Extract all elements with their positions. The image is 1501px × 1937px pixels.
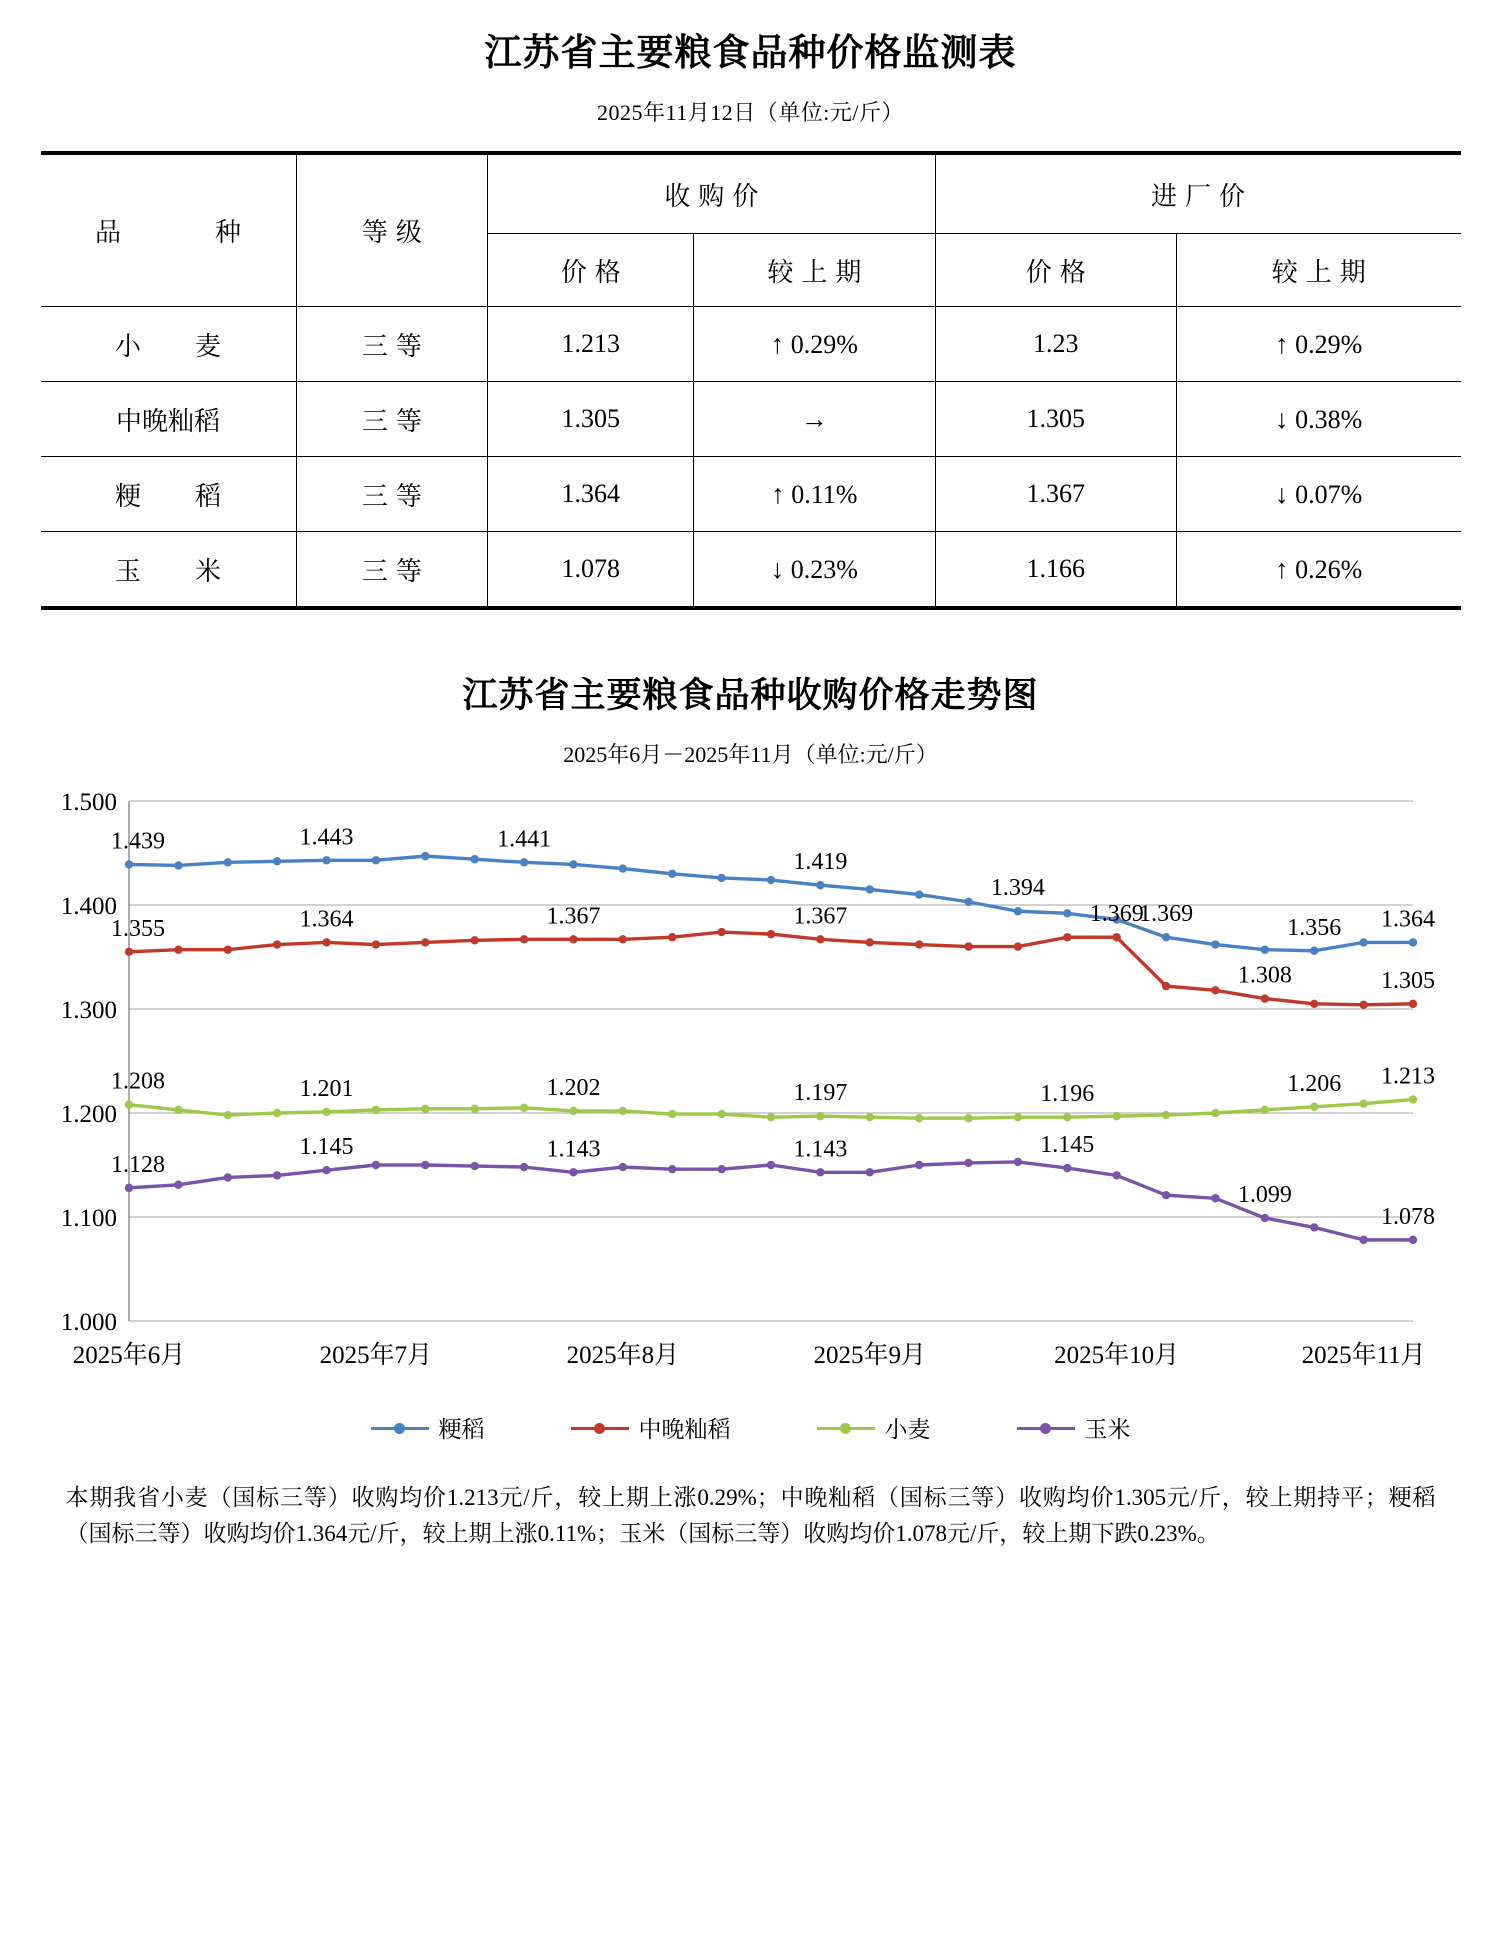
table-row bbox=[41, 307, 1461, 382]
data-label: 1.213 bbox=[1380, 1063, 1435, 1090]
header-variety: 品 种 bbox=[41, 153, 297, 307]
series-point bbox=[1063, 909, 1071, 917]
cell-grade: 三等 bbox=[296, 457, 488, 532]
series-point bbox=[421, 852, 429, 860]
cell-purchase-change: ↓ 0.23% bbox=[694, 532, 935, 609]
header-grade: 等级 bbox=[296, 153, 488, 307]
cell-factory-price: 1.305 bbox=[935, 382, 1176, 457]
series-point bbox=[272, 940, 280, 948]
series-point bbox=[816, 1168, 824, 1176]
data-label: 1.419 bbox=[792, 849, 847, 876]
cell-factory-change: ↓ 0.07% bbox=[1176, 457, 1460, 532]
chart-subtitle: 2025年6月－2025年11月（单位:元/斤） bbox=[563, 742, 938, 767]
legend-item-indica bbox=[571, 1411, 731, 1444]
series-point bbox=[1408, 1000, 1416, 1008]
header-purchase: 收购价 bbox=[488, 153, 935, 234]
series-point bbox=[964, 942, 972, 950]
series-point bbox=[1161, 1111, 1169, 1119]
chart-title: 江苏省主要粮食品种收购价格走势图 bbox=[462, 676, 1039, 715]
data-label: 1.202 bbox=[545, 1074, 600, 1101]
legend-item-corn bbox=[1017, 1411, 1131, 1444]
y-axis-tick-label: 1.500 bbox=[60, 789, 117, 816]
cell-factory-price: 1.166 bbox=[935, 532, 1176, 609]
series-point bbox=[272, 1109, 280, 1117]
data-label: 1.145 bbox=[299, 1134, 354, 1161]
series-point bbox=[124, 1184, 132, 1192]
cell-factory-change: ↓ 0.38% bbox=[1176, 382, 1460, 457]
cell-grade: 三等 bbox=[296, 532, 488, 609]
series-point bbox=[1310, 1000, 1318, 1008]
legend-swatch-icon bbox=[571, 1421, 629, 1435]
cell-purchase-price: 1.364 bbox=[488, 457, 694, 532]
series-point bbox=[1013, 1158, 1021, 1166]
chart-legend bbox=[41, 1411, 1461, 1444]
series-point bbox=[174, 946, 182, 954]
cell-factory-price: 1.367 bbox=[935, 457, 1176, 532]
series-point bbox=[1408, 1095, 1416, 1103]
series-point bbox=[519, 935, 527, 943]
series-point bbox=[717, 1165, 725, 1173]
x-axis-tick-label: 2025年7月 bbox=[319, 1342, 432, 1369]
x-axis-tick-label: 2025年10月 bbox=[1053, 1342, 1179, 1369]
arrow-icon: ↓ bbox=[1275, 403, 1289, 434]
legend-label: 粳稻 bbox=[438, 1417, 485, 1442]
series-point bbox=[1260, 946, 1268, 954]
series-point bbox=[1161, 1191, 1169, 1199]
data-label: 1.308 bbox=[1237, 962, 1292, 989]
arrow-icon: → bbox=[800, 403, 828, 434]
data-label: 1.143 bbox=[792, 1136, 847, 1163]
series-point bbox=[1013, 907, 1021, 915]
series-point bbox=[519, 1104, 527, 1112]
series-point bbox=[371, 1106, 379, 1114]
series-point bbox=[1359, 938, 1367, 946]
cell-variety: 粳 稻 bbox=[41, 457, 297, 532]
series-point bbox=[1260, 1106, 1268, 1114]
series-point bbox=[421, 938, 429, 946]
x-axis-tick-label: 2025年9月 bbox=[813, 1342, 926, 1369]
series-point bbox=[717, 1110, 725, 1118]
data-label: 1.369 bbox=[1089, 901, 1144, 928]
cell-purchase-change: ↑ 0.29% bbox=[694, 307, 935, 382]
data-label: 1.364 bbox=[1380, 906, 1435, 933]
legend-label: 玉米 bbox=[1084, 1417, 1131, 1442]
series-point bbox=[865, 1113, 873, 1121]
series-point bbox=[668, 1110, 676, 1118]
y-axis-tick-label: 1.400 bbox=[60, 893, 117, 920]
series-point bbox=[1112, 1171, 1120, 1179]
series-line bbox=[129, 1162, 1413, 1240]
data-label: 1.367 bbox=[792, 903, 847, 930]
series-point bbox=[1063, 1164, 1071, 1172]
legend-item-japonica bbox=[371, 1411, 485, 1444]
series-point bbox=[1359, 1001, 1367, 1009]
x-axis-tick-label: 2025年11月 bbox=[1301, 1342, 1426, 1369]
series-point bbox=[124, 860, 132, 868]
table-subtitle: 2025年11月12日（单位:元/斤） bbox=[597, 100, 904, 125]
data-label: 1.356 bbox=[1286, 914, 1341, 941]
page-root bbox=[0, 22, 1501, 1937]
data-label: 1.128 bbox=[110, 1151, 165, 1178]
series-point bbox=[1408, 1236, 1416, 1244]
y-axis-tick-label: 1.000 bbox=[60, 1309, 117, 1336]
series-point bbox=[470, 855, 478, 863]
series-point bbox=[1408, 938, 1416, 946]
cell-factory-price: 1.23 bbox=[935, 307, 1176, 382]
cell-purchase-price: 1.213 bbox=[488, 307, 694, 382]
series-point bbox=[717, 928, 725, 936]
data-label: 1.196 bbox=[1039, 1081, 1094, 1108]
series-point bbox=[421, 1161, 429, 1169]
series-point bbox=[371, 856, 379, 864]
series-point bbox=[1013, 942, 1021, 950]
data-label: 1.364 bbox=[299, 906, 354, 933]
series-point bbox=[914, 1161, 922, 1169]
series-point bbox=[1359, 1099, 1367, 1107]
series-point bbox=[816, 881, 824, 889]
series-point bbox=[223, 1173, 231, 1181]
cell-purchase-price: 1.078 bbox=[488, 532, 694, 609]
y-axis-tick-label: 1.100 bbox=[60, 1205, 117, 1232]
series-point bbox=[322, 856, 330, 864]
series-line bbox=[129, 932, 1413, 1005]
series-point bbox=[618, 864, 626, 872]
series-point bbox=[519, 1163, 527, 1171]
series-point bbox=[1161, 933, 1169, 941]
series-point bbox=[322, 1108, 330, 1116]
data-label: 1.197 bbox=[792, 1080, 847, 1107]
cell-purchase-price: 1.305 bbox=[488, 382, 694, 457]
series-point bbox=[816, 1112, 824, 1120]
series-point bbox=[1310, 1103, 1318, 1111]
series-point bbox=[470, 936, 478, 944]
series-point bbox=[1161, 982, 1169, 990]
series-point bbox=[914, 1114, 922, 1122]
series-point bbox=[668, 933, 676, 941]
chart-canvas bbox=[41, 783, 1461, 1403]
series-point bbox=[1260, 1214, 1268, 1222]
series-point bbox=[1063, 933, 1071, 941]
series-point bbox=[1063, 1113, 1071, 1121]
series-point bbox=[1211, 940, 1219, 948]
series-point bbox=[1013, 1113, 1021, 1121]
arrow-icon: ↑ bbox=[770, 328, 785, 359]
legend-label: 小麦 bbox=[884, 1417, 931, 1442]
series-point bbox=[865, 938, 873, 946]
cell-variety: 中晚籼稻 bbox=[41, 382, 297, 457]
legend-swatch-icon bbox=[371, 1421, 429, 1435]
series-point bbox=[865, 1168, 873, 1176]
legend-swatch-icon bbox=[817, 1421, 875, 1435]
data-label: 1.394 bbox=[990, 875, 1045, 902]
data-label: 1.441 bbox=[496, 826, 551, 853]
series-point bbox=[174, 1106, 182, 1114]
series-point bbox=[766, 876, 774, 884]
cell-factory-change: ↑ 0.29% bbox=[1176, 307, 1460, 382]
legend-item-wheat bbox=[817, 1411, 931, 1444]
header-purchase-change: 较上期 bbox=[694, 234, 935, 307]
summary-note: 本期我省小麦（国标三等）收购均价1.213元/斤，较上期上涨0.29%；中晚籼稻（国标三等）收购均价1.305元/斤，较上期持平；粳稻（国标三等）收购均价1.364元/斤，较上期上涨0.11%；玉米（国标三等）收购均价1.078元/斤，较上期下跌0.23%。 bbox=[65, 1485, 1436, 1546]
data-label: 1.439 bbox=[110, 828, 165, 855]
table-title: 江苏省主要粮食品种价格监测表 bbox=[484, 33, 1017, 74]
data-label: 1.367 bbox=[545, 903, 600, 930]
series-point bbox=[569, 935, 577, 943]
series-point bbox=[1211, 1194, 1219, 1202]
data-label: 1.143 bbox=[545, 1136, 600, 1163]
series-point bbox=[618, 1163, 626, 1171]
series-point bbox=[223, 946, 231, 954]
cell-purchase-change: ↑ 0.11% bbox=[694, 457, 935, 532]
cell-variety: 玉 米 bbox=[41, 532, 297, 609]
series-point bbox=[470, 1105, 478, 1113]
table-row bbox=[41, 457, 1461, 532]
series-point bbox=[124, 1100, 132, 1108]
arrow-icon: ↓ bbox=[1275, 478, 1289, 509]
series-point bbox=[766, 1161, 774, 1169]
series-point bbox=[421, 1105, 429, 1113]
x-axis-tick-label: 2025年6月 bbox=[72, 1342, 185, 1369]
x-axis-tick-label: 2025年8月 bbox=[566, 1342, 679, 1369]
legend-label: 中晚籼稻 bbox=[638, 1417, 731, 1442]
cell-variety: 小 麦 bbox=[41, 307, 297, 382]
series-point bbox=[174, 1181, 182, 1189]
cell-factory-change: ↑ 0.26% bbox=[1176, 532, 1460, 609]
series-point bbox=[569, 1107, 577, 1115]
table-header-row-1 bbox=[41, 153, 1461, 234]
cell-purchase-change bbox=[694, 382, 935, 457]
data-label: 1.443 bbox=[299, 824, 354, 851]
series-point bbox=[174, 861, 182, 869]
data-label: 1.201 bbox=[299, 1075, 354, 1102]
series-point bbox=[322, 1166, 330, 1174]
series-point bbox=[668, 870, 676, 878]
series-point bbox=[1112, 1112, 1120, 1120]
series-point bbox=[964, 898, 972, 906]
series-point bbox=[964, 1159, 972, 1167]
series-point bbox=[1260, 994, 1268, 1002]
series-point bbox=[371, 940, 379, 948]
series-point bbox=[371, 1161, 379, 1169]
arrow-icon: ↑ bbox=[771, 478, 785, 509]
series-point bbox=[223, 858, 231, 866]
header-factory: 进厂价 bbox=[935, 153, 1460, 234]
series-point bbox=[519, 858, 527, 866]
series-point bbox=[816, 935, 824, 943]
series-point bbox=[272, 1171, 280, 1179]
price-table bbox=[41, 151, 1461, 610]
arrow-icon: ↑ bbox=[1275, 553, 1289, 584]
series-point bbox=[272, 857, 280, 865]
data-label: 1.206 bbox=[1286, 1070, 1341, 1097]
series-point bbox=[964, 1114, 972, 1122]
data-label: 1.078 bbox=[1380, 1203, 1435, 1230]
series-point bbox=[1211, 986, 1219, 994]
data-label: 1.208 bbox=[110, 1068, 165, 1095]
series-point bbox=[618, 1107, 626, 1115]
series-point bbox=[124, 948, 132, 956]
header-factory-price: 价格 bbox=[935, 234, 1176, 307]
series-point bbox=[1310, 1223, 1318, 1231]
series-point bbox=[717, 874, 725, 882]
series-point bbox=[914, 890, 922, 898]
data-label: 1.145 bbox=[1039, 1132, 1094, 1159]
series-point bbox=[1310, 947, 1318, 955]
series-point bbox=[470, 1162, 478, 1170]
price-trend-chart bbox=[41, 783, 1461, 1403]
y-axis-tick-label: 1.200 bbox=[60, 1101, 117, 1128]
header-factory-change: 较上期 bbox=[1176, 234, 1460, 307]
series-point bbox=[914, 940, 922, 948]
data-label: 1.355 bbox=[110, 915, 165, 942]
legend-swatch-icon bbox=[1017, 1421, 1075, 1435]
table-row bbox=[41, 532, 1461, 609]
series-point bbox=[618, 935, 626, 943]
table-row bbox=[41, 382, 1461, 457]
data-label: 1.099 bbox=[1237, 1182, 1292, 1209]
cell-grade: 三等 bbox=[296, 382, 488, 457]
arrow-icon: ↓ bbox=[770, 553, 785, 584]
arrow-icon: ↑ bbox=[1275, 328, 1289, 359]
series-point bbox=[1112, 933, 1120, 941]
cell-grade: 三等 bbox=[296, 307, 488, 382]
series-point bbox=[766, 1113, 774, 1121]
series-point bbox=[569, 860, 577, 868]
data-label: 1.369 bbox=[1138, 901, 1193, 928]
series-point bbox=[322, 938, 330, 946]
series-point bbox=[668, 1165, 676, 1173]
data-label: 1.305 bbox=[1380, 967, 1435, 994]
series-point bbox=[569, 1168, 577, 1176]
series-point bbox=[865, 885, 873, 893]
y-axis-tick-label: 1.300 bbox=[60, 997, 117, 1024]
series-point bbox=[766, 930, 774, 938]
series-point bbox=[1359, 1236, 1367, 1244]
header-purchase-price: 价格 bbox=[488, 234, 694, 307]
series-point bbox=[1211, 1109, 1219, 1117]
series-point bbox=[223, 1111, 231, 1119]
